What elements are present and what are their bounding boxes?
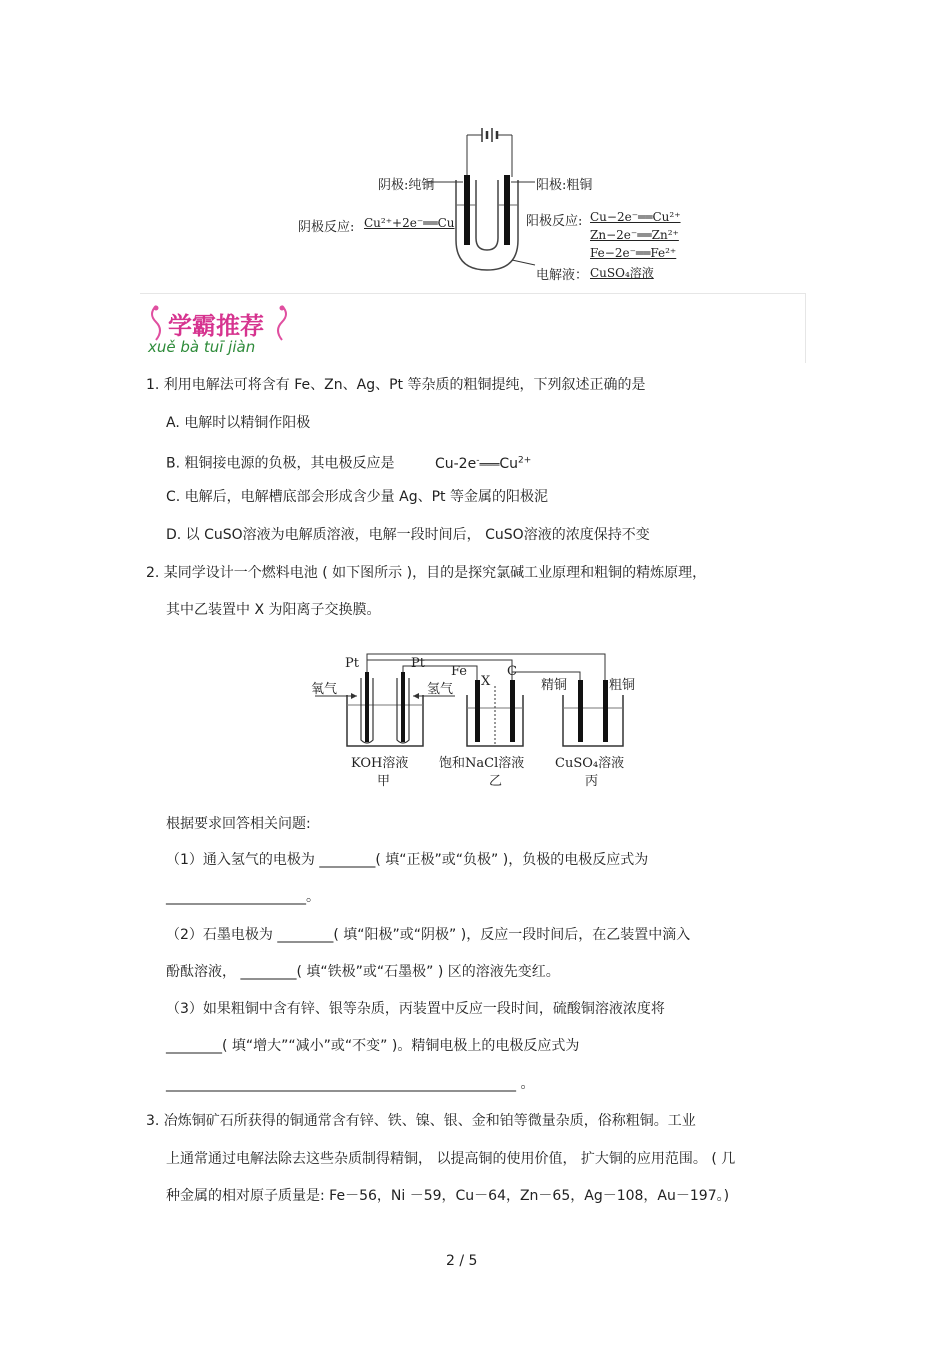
q2-stem-line2: 其中乙装置中 X 为阳离子交换膜。	[166, 602, 381, 618]
q2-part2-line1: （2）石墨电极为 ________( 填“阳极”或“阴极” )，反应一段时间后，在乙装置中滴入	[166, 927, 691, 943]
q2-intro: 根据要求回答相关问题:	[166, 816, 311, 832]
label-oxygen: 氧气	[311, 682, 338, 697]
label-x: X	[481, 674, 491, 689]
label-pt-2: Pt	[411, 656, 425, 671]
q2-part3-line1: （3）如果粗铜中含有锌、银等杂质，丙装置中反应一段时间，硫酸铜溶液浓度将	[166, 1001, 665, 1017]
q3-line1: 3. 冶炼铜矿石所获得的铜通常含有锌、铁、镍、银、金和铂等微量杂质，俗称粗铜。工业	[146, 1113, 696, 1129]
cathode-reaction-prefix: 阴极反应:	[298, 220, 355, 235]
anode-reaction-2: Zn−2e⁻══Zn²⁺	[590, 228, 679, 242]
label-hydrogen: 氢气	[427, 682, 454, 697]
q1-option-a: A. 电解时以精铜作阳极	[166, 415, 311, 431]
q1-option-b-reaction: $Cu-2e^-═══Cu^{2+}$	[434, 455, 532, 472]
decorative-swirl-icon	[272, 304, 292, 344]
q3-line3: 种金属的相对原子质量是: Fe－56，Ni －59，Cu－64，Zn－65，Ag－108，Au－197。)	[166, 1188, 730, 1204]
q3-line2: 上通常通过电解法除去这些杂质制得精铜， 以提高铜的使用价值， 扩大铜的应用范围。 ( 几	[166, 1151, 736, 1167]
label-pt-1: Pt	[345, 656, 359, 671]
electrolyte-label: CuSO₄溶液	[590, 266, 654, 280]
anode-reaction-prefix: 阳极反应:	[526, 214, 583, 229]
q1-stem: 1. 利用电解法可将含有 Fe、Zn、Ag、Pt 等杂质的粗铜提纯，下列叙述正确的是	[146, 377, 646, 393]
q2-stem-line1: 2. 某同学设计一个燃料电池 ( 如下图所示 )，目的是探究氯碱工业原理和粗铜的精炼原理，	[146, 565, 707, 581]
electrolyte-prefix: 电解液：	[536, 268, 589, 283]
anode-reaction-1: Cu−2e⁻══Cu²⁺	[590, 210, 681, 224]
q1-option-b-text: B. 粗铜接电源的负极，其电极反应是	[166, 455, 395, 472]
label-fine-copper: 精铜	[541, 678, 568, 693]
q2-part3-line3: __________________________________________________ 。	[166, 1076, 535, 1092]
q1-option-c: C. 电解后，电解槽底部会形成含少量 Ag、Pt 等金属的阳极泥	[166, 489, 548, 505]
q2-part2-line2: 酚酞溶液， ________( 填“铁极”或“石墨极” ) 区的溶液先变红。	[166, 964, 560, 980]
label-fe: Fe	[451, 664, 468, 679]
label-c: C	[507, 664, 517, 679]
label-cuso4: CuSO₄溶液	[555, 756, 625, 771]
figure-copper-refining	[290, 120, 690, 290]
recommend-banner	[140, 293, 806, 363]
label-jia: 甲	[377, 774, 391, 789]
label-bing: 丙	[585, 774, 599, 789]
anode-reaction-3: Fe−2e⁻══Fe²⁺	[590, 246, 677, 260]
label-nacl: 饱和NaCl溶液	[439, 756, 525, 771]
q1-option-d: D. 以 CuSO溶液为电解质溶液，电解一段时间后， CuSO溶液的浓度保持不变	[166, 527, 650, 543]
q2-part1-line2: ____________________。	[166, 889, 320, 905]
anode-label: 阳极:粗铜	[536, 178, 593, 193]
q2-part3-line2: ________( 填“增大”“减小”或“不变” )。精铜电极上的电极反应式为	[166, 1038, 580, 1054]
cathode-label: 阴极:纯铜	[378, 178, 435, 193]
figure-fuel-cell	[305, 650, 650, 790]
cathode-reaction: Cu²⁺+2e⁻══Cu	[364, 216, 455, 230]
q2-part1-line1: （1）通入氢气的电极为 ________( 填“正极”或“负极” )，负极的电极反应式为	[166, 852, 649, 868]
banner-title: 学霸推荐	[168, 312, 264, 340]
banner-pinyin: xuě bà tuī jiàn	[148, 338, 256, 356]
q1-option-b	[166, 451, 531, 474]
label-yi: 乙	[489, 774, 503, 789]
page-number: 2 / 5	[446, 1253, 478, 1269]
label-koh: KOH溶液	[351, 756, 409, 771]
label-crude-copper: 粗铜	[609, 678, 636, 693]
